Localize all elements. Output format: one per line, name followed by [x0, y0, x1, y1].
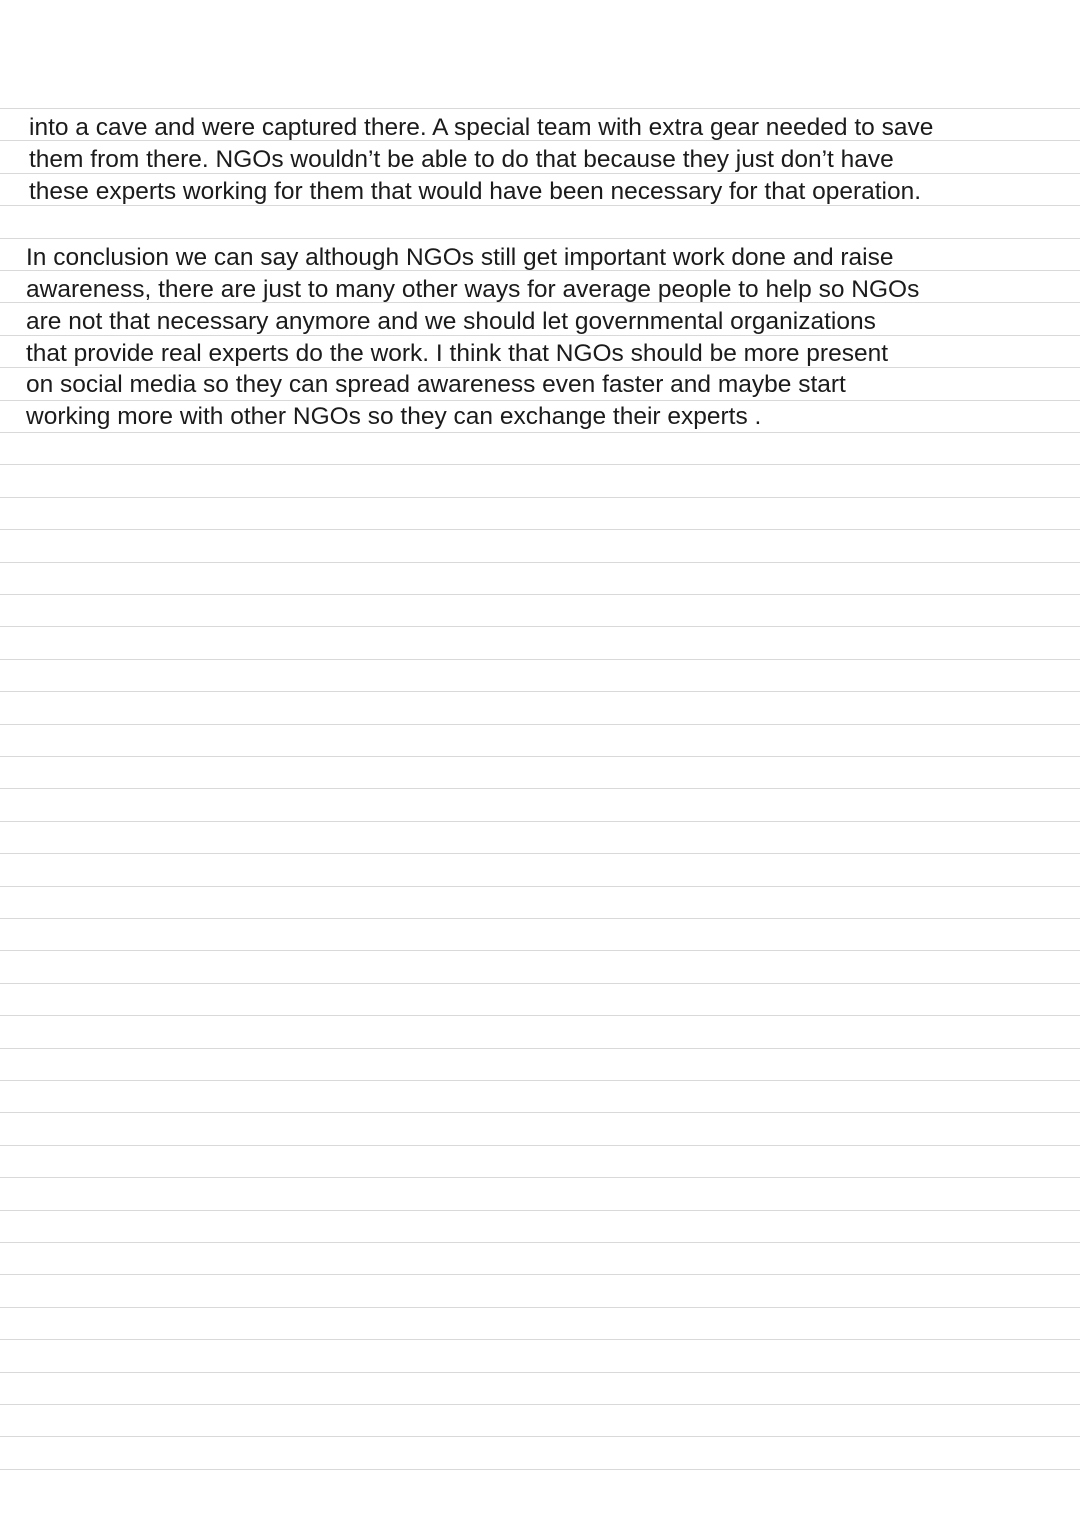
ruled-line	[0, 1015, 1080, 1016]
text-line: awareness, there are just to many other ways for average people to help so NGOs	[26, 276, 920, 303]
ruled-line	[0, 1080, 1080, 1081]
ruled-line	[0, 1372, 1080, 1373]
ruled-line	[0, 1242, 1080, 1243]
ruled-line	[0, 950, 1080, 951]
text-line: these experts working for them that would have been necessary for that operation.	[29, 178, 922, 205]
ruled-line	[0, 529, 1080, 530]
ruled-line	[0, 886, 1080, 887]
ruled-line	[0, 756, 1080, 757]
text-line: them from there. NGOs wouldn’t be able to do that because they just don’t have	[29, 146, 894, 173]
text-line: are not that necessary anymore and we should let governmental organizations	[26, 308, 876, 335]
ruled-line	[0, 1307, 1080, 1308]
ruled-line	[0, 497, 1080, 498]
ruled-line	[0, 918, 1080, 919]
ruled-line	[0, 464, 1080, 465]
ruled-line	[0, 626, 1080, 627]
ruled-line	[0, 1469, 1080, 1470]
ruled-line	[0, 108, 1080, 109]
text-line: into a cave and were captured there. A special team with extra gear needed to save	[29, 114, 934, 141]
ruled-line	[0, 562, 1080, 563]
text-line: working more with other NGOs so they can exchange their experts .	[26, 403, 762, 430]
ruled-line	[0, 1339, 1080, 1340]
ruled-line	[0, 594, 1080, 595]
ruled-line	[0, 238, 1080, 239]
ruled-line	[0, 724, 1080, 725]
ruled-line	[0, 1048, 1080, 1049]
ruled-line	[0, 1210, 1080, 1211]
ruled-line	[0, 659, 1080, 660]
text-line: In conclusion we can say although NGOs still get important work done and raise	[26, 244, 894, 271]
ruled-line	[0, 1177, 1080, 1178]
ruled-line	[0, 1436, 1080, 1437]
ruled-line	[0, 1145, 1080, 1146]
ruled-line	[0, 788, 1080, 789]
ruled-line	[0, 1274, 1080, 1275]
ruled-line	[0, 1112, 1080, 1113]
ruled-line	[0, 1404, 1080, 1405]
ruled-line	[0, 691, 1080, 692]
text-line: that provide real experts do the work. I think that NGOs should be more present	[26, 340, 889, 367]
ruled-line	[0, 821, 1080, 822]
ruled-line	[0, 853, 1080, 854]
ruled-line	[0, 983, 1080, 984]
text-line: on social media so they can spread awareness even faster and maybe start	[26, 371, 846, 398]
